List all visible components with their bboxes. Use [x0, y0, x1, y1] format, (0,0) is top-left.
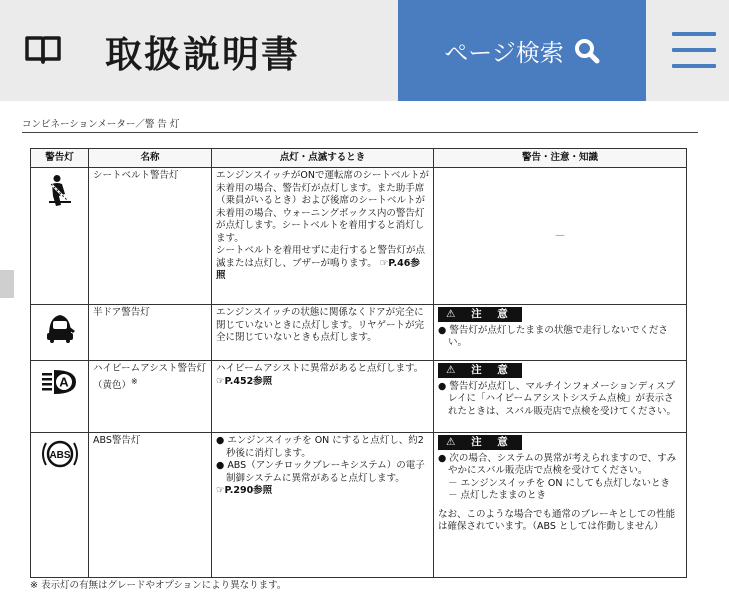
search-icon [574, 38, 600, 64]
table-row [31, 168, 687, 305]
seatbelt-warning-icon [45, 174, 75, 208]
breadcrumb: コンビネーションメーター／警 告 灯 [22, 119, 180, 130]
warning-sub-item: － 点灯したままのとき [448, 490, 547, 501]
warning-light-table [30, 148, 687, 578]
row-when-text: ハイビームアシストに異常があると点灯します。 [216, 363, 424, 374]
warning-sub-item: － エンジンスイッチを ON にしても点灯しないとき [448, 477, 671, 489]
warning-item: ● 次の場合、システムの異常が考えられますので、すみやかにスバル販売店で点検を受けてください。 [438, 452, 677, 476]
column-header-when-lit: 点灯・点滅するとき [212, 149, 434, 168]
abs-warning-icon [39, 439, 81, 469]
row-when-text: エンジンスイッチがONで運転席のシートベルトが未着用の場合、警告灯が点灯します。また助手席（乗員がいるとき）および後席のシートベルトが未着用の場合、ウォーニングボックス内の警告灯が点灯します。シートベルトを着用すると消灯します。 シートベルトを着用せずに走行すると警告灯が点滅または点灯し、ブザーが鳴ります。 [216, 170, 429, 269]
hamburger-menu-icon[interactable] [668, 30, 720, 70]
svg-text:A: A [58, 374, 69, 390]
footnote: ※ 表示灯の有無はグレードやオプションにより異なります。 [30, 580, 287, 591]
when-item: ● エンジンスイッチを ON にすると点灯し、約2秒後に消灯します。 [216, 435, 424, 459]
table-header-row [31, 149, 687, 168]
high-beam-assist-warning-icon [40, 367, 80, 397]
table-row [31, 361, 687, 433]
table-row [31, 433, 687, 578]
page-reference[interactable]: ☞P.290参照 [216, 485, 273, 496]
breadcrumb-divider [22, 132, 698, 133]
book-icon [24, 34, 62, 64]
row-name: ハイビームアシスト警告灯（黄色） [93, 363, 206, 391]
name-footnote-mark: ※ [131, 376, 138, 386]
column-header-warning-light: 警告灯 [31, 149, 89, 168]
column-header-name: 名称 [89, 149, 212, 168]
app-title: 取扱説明書 [105, 33, 300, 76]
app-header [0, 0, 729, 101]
table-row [31, 305, 687, 361]
caution-label: ⚠ 注 意 [438, 435, 522, 450]
page-reference[interactable]: ☞P.452参照 [216, 375, 273, 387]
page-search-label: ページ検索 [444, 39, 564, 67]
when-item: ● ABS（アンチロックブレーキシステム）の電子制御システムに異常があると点灯します。 [216, 460, 425, 484]
page-reference[interactable]: ☞P.46参照 [216, 257, 420, 281]
column-header-warning-notes: 警告・注意・知識 [434, 149, 687, 168]
caution-label: ⚠ 注 意 [438, 307, 522, 322]
row-when-text: エンジンスイッチの状態に関係なくドアが完全に閉じていないときに点灯します。リヤゲートが完全に閉じていないときも点灯します。 [212, 305, 434, 361]
row-name: ABS警告灯 [89, 433, 212, 578]
side-scroll-tab[interactable] [0, 270, 14, 298]
row-name: 半ドア警告灯 [89, 305, 212, 361]
caution-label: ⚠ 注 意 [438, 363, 522, 378]
warning-note: なお、このような場合でも通常のブレーキとしての性能は確保されています。（ABS としては作動しません） [438, 508, 676, 532]
row-warning-empty: — [434, 168, 687, 305]
warning-item: ● 警告灯が点灯し、マルチインフォメーションディスプレイに「ハイビームアシストシステム点検」が表示されたときは、スバル販売店で点検を受けてください。 [438, 380, 677, 417]
row-name: シートベルト警告灯 [89, 168, 212, 305]
svg-text:ABS: ABS [48, 450, 71, 461]
door-ajar-warning-icon [43, 311, 77, 345]
warning-item: ● 警告灯が点灯したままの状態で走行しないでください。 [438, 324, 668, 348]
page-search-button[interactable] [398, 0, 646, 101]
